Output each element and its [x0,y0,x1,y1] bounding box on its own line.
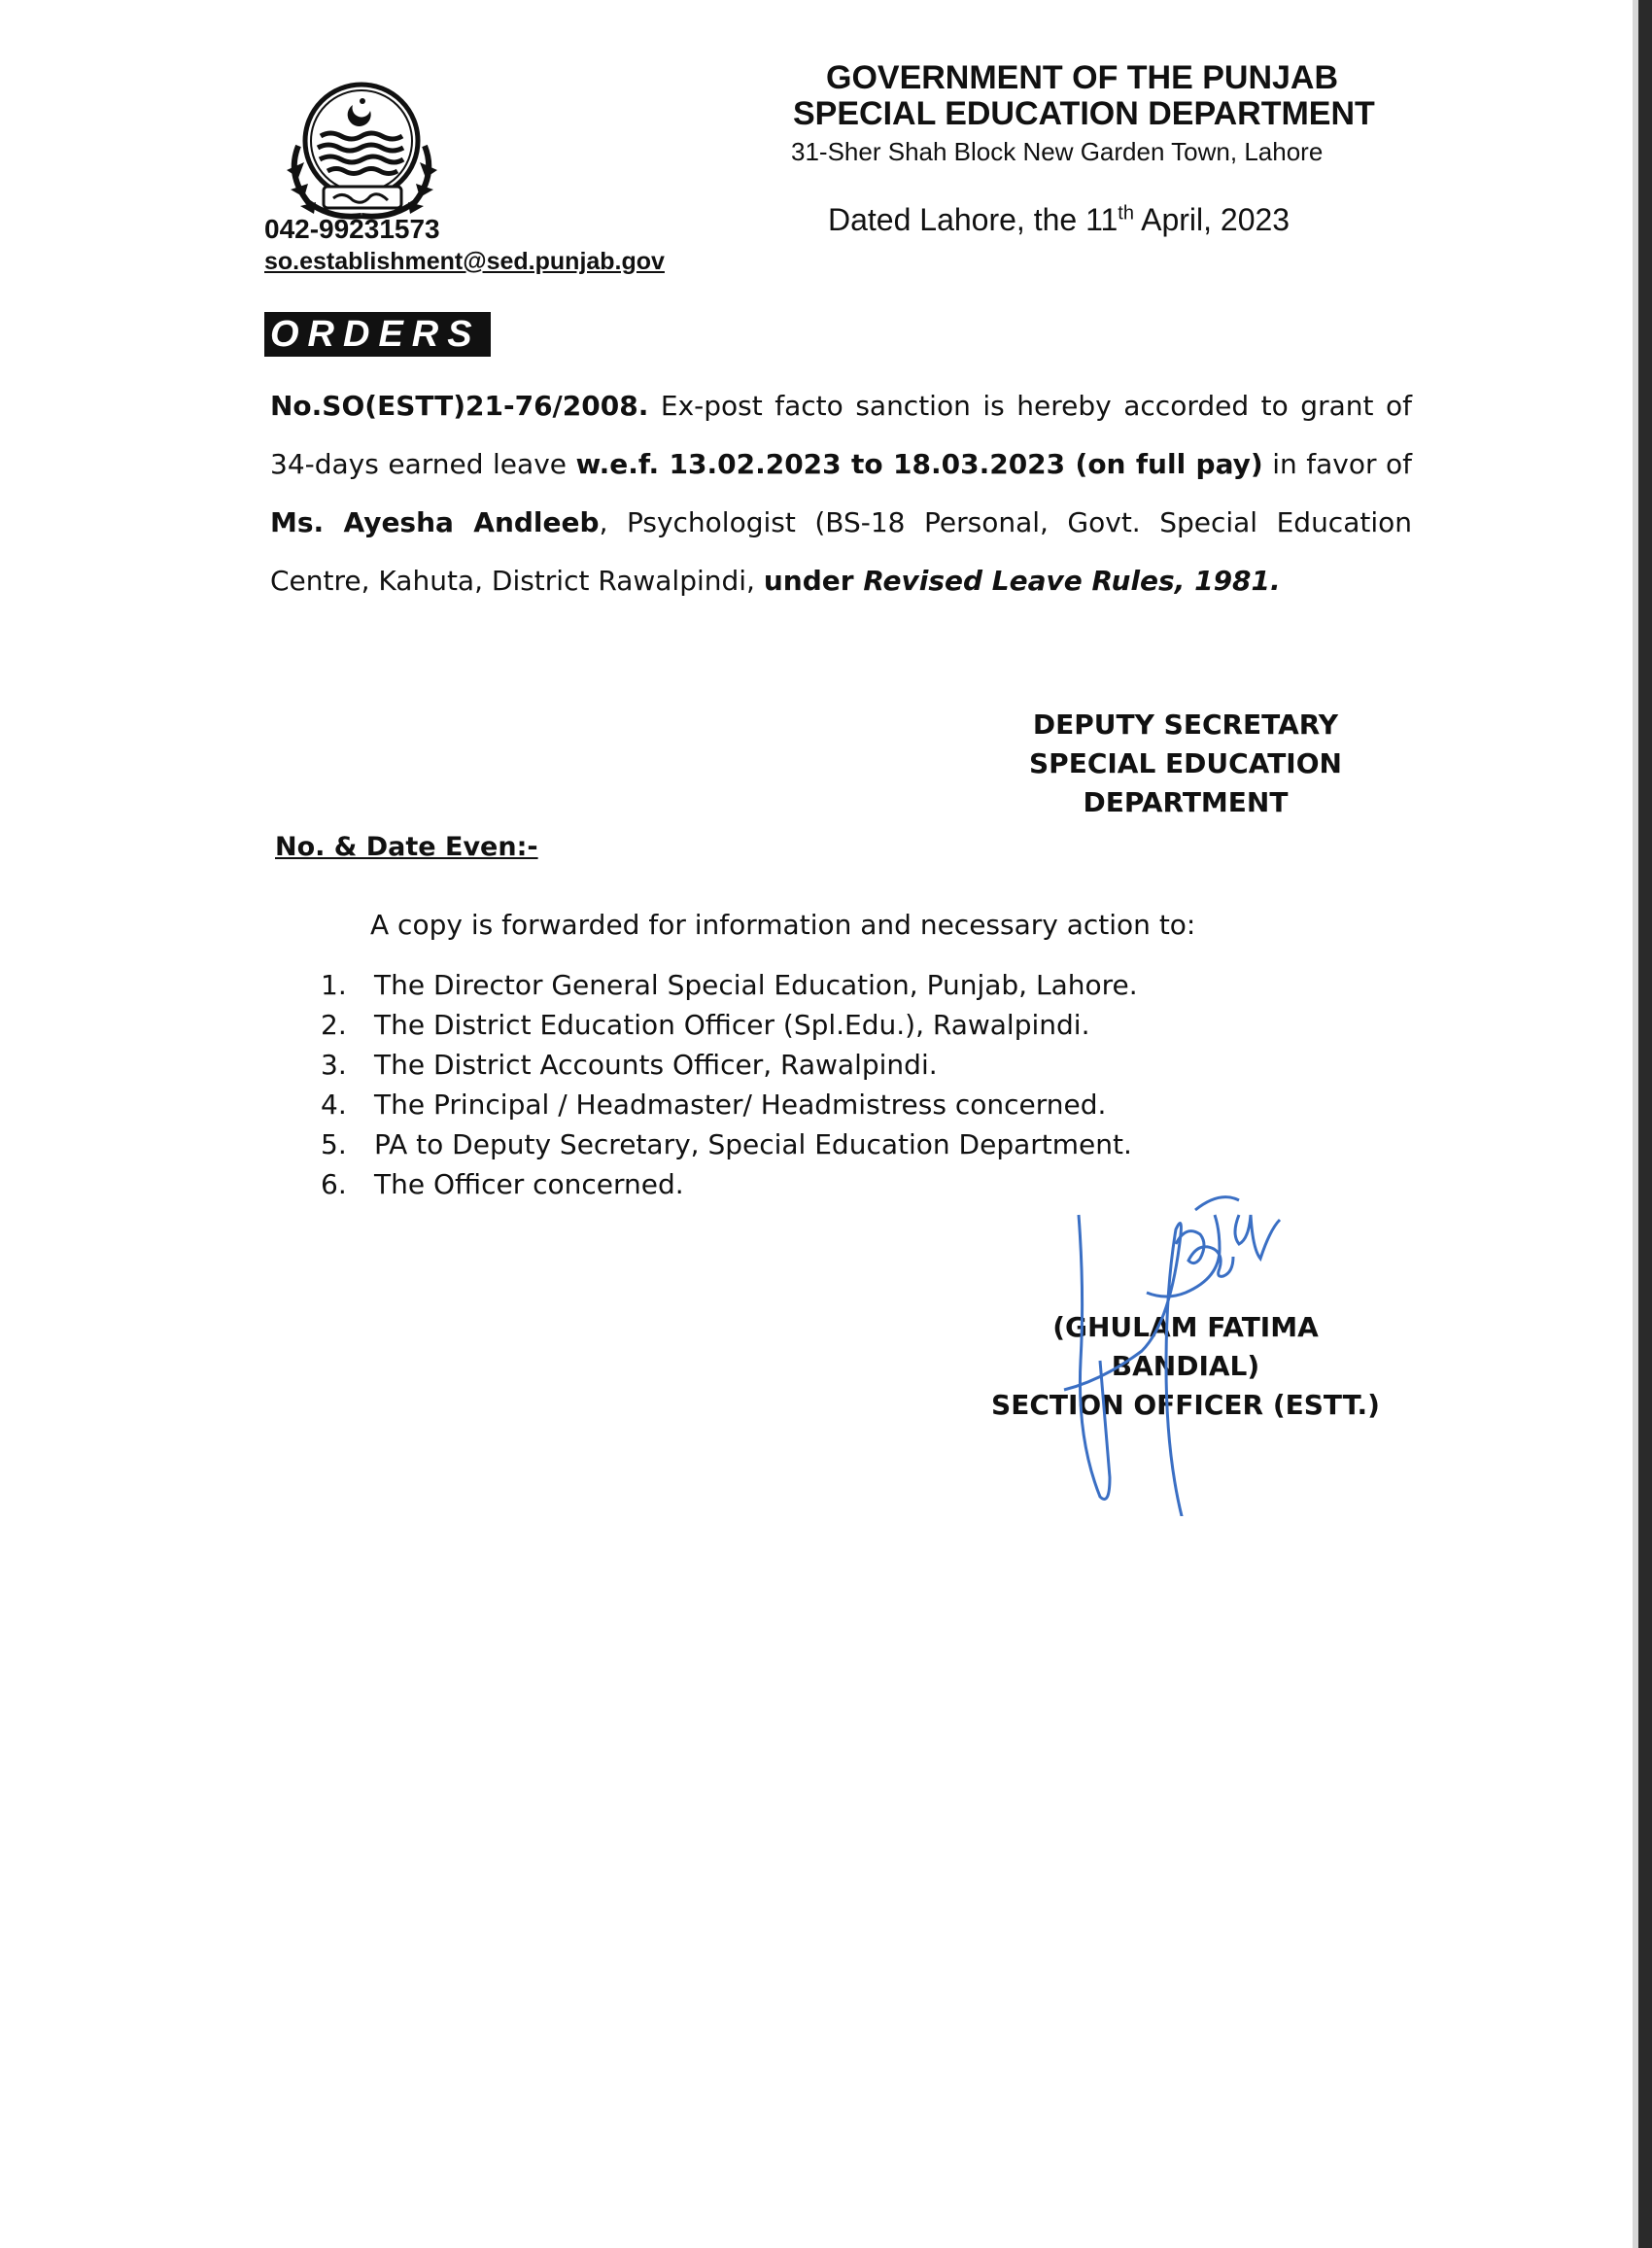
list-number: 2. [321,1009,347,1041]
copy-heading: No. & Date Even:- [275,832,538,862]
officer-name: (GHULAM FATIMA BANDIAL) [1052,1311,1319,1382]
department-address: 31-Sher Shah Block New Garden Town, Lahore [791,137,1324,166]
list-item [321,1124,1138,1164]
dated-suffix-ordinal: th [1118,202,1134,225]
government-title: GOVERNMENT OF THE PUNJAB [826,59,1339,96]
officer-title: SECTION OFFICER (ESTT.) [991,1389,1380,1421]
dated-line [828,202,1290,238]
list-number: 5. [321,1128,347,1160]
recipient-list [321,965,1138,1204]
dated-prefix: Dated Lahore, the 11 [828,202,1119,237]
list-text: The District Accounts Officer, Rawalpindi. [374,1049,938,1081]
phone-number: 042-99231573 [264,214,440,244]
leave-dates: w.e.f. 13.02.2023 to 18.03.2023 (on full pay) [575,448,1263,480]
list-item [321,1085,1138,1124]
list-item [321,1164,1138,1204]
order-under: under [763,565,864,597]
list-item [321,965,1138,1005]
order-text-2: in favor of [1262,448,1412,480]
list-text: The District Education Officer (Spl.Edu.), Rawalpindi. [374,1009,1090,1041]
list-item [321,1045,1138,1085]
list-text: PA to Deputy Secretary, Special Education Department. [374,1128,1132,1160]
dated-month-year: April, 2023 [1133,202,1291,237]
email-address[interactable]: so.establishment@sed.punjab.gov [264,248,665,275]
list-number: 4. [321,1089,347,1121]
order-paragraph [270,377,1412,610]
list-text: The Officer concerned. [374,1168,684,1200]
punjab-emblem-logo [277,78,447,228]
copy-intro: A copy is forwarded for information and necessary action to: [370,909,1196,941]
order-text-3: , Psychologist (BS-18 Personal, Govt. Special Education Centre, Kahuta, District Rawalpindi, [270,506,1412,597]
deputy-secretary-line1: DEPUTY SECRETARY [1032,709,1339,741]
department-title: SPECIAL EDUCATION DEPARTMENT [793,95,1375,132]
employee-name: Ms. Ayesha Andleeb [270,506,600,538]
order-number: No.SO(ESTT)21-76/2008. [270,390,649,422]
scan-edge [1638,0,1652,2248]
orders-heading: ORDERS [264,312,491,357]
list-number: 3. [321,1049,347,1081]
order-text-1: Ex-post facto sanction is hereby accorded to grant of 34-days earned leave [270,390,1412,480]
list-number: 6. [321,1168,347,1200]
handwritten-signature [1059,1186,1292,1516]
list-text: The Principal / Headmaster/ Headmistress concerned. [374,1089,1107,1121]
deputy-secretary-block [1011,706,1360,822]
list-item [321,1005,1138,1045]
list-number: 1. [321,969,347,1001]
leave-rules: Revised Leave Rules, 1981. [863,565,1281,597]
deputy-secretary-line3: DEPARTMENT [1083,786,1289,818]
list-text: The Director General Special Education, Punjab, Lahore. [374,969,1138,1001]
deputy-secretary-line2: SPECIAL EDUCATION [1029,747,1342,779]
